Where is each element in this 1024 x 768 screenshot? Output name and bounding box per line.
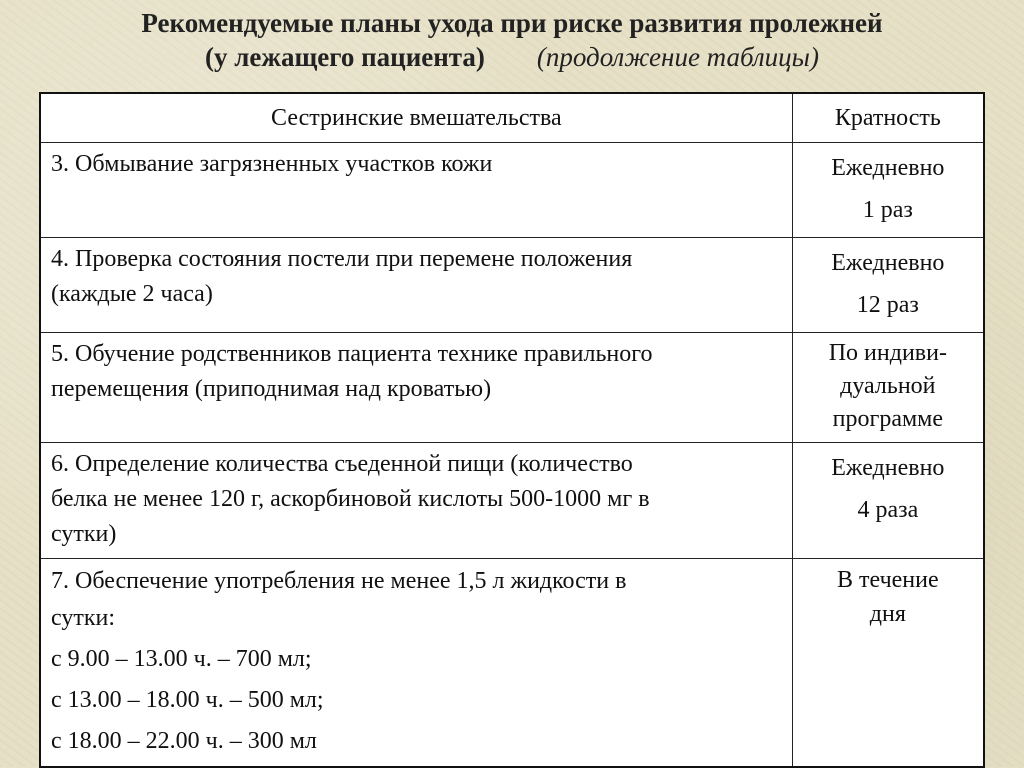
frequency-text: По индиви- bbox=[828, 340, 947, 366]
frequency-text: 1 раз bbox=[862, 197, 913, 223]
frequency-cell bbox=[792, 443, 984, 559]
slide-title bbox=[0, 6, 1024, 74]
column-header-interventions: Сестринские вмешательства bbox=[40, 93, 792, 143]
intervention-text: белка не менее 120 г, аскорбиновой кислоты 500-1000 мг в bbox=[51, 486, 650, 512]
intervention-text: 5. Обучение родственников пациента технике правильного bbox=[51, 341, 653, 367]
frequency-text: В течение bbox=[837, 567, 939, 593]
table-row bbox=[40, 143, 984, 238]
frequency-cell bbox=[792, 333, 984, 443]
intervention-cell bbox=[40, 559, 792, 768]
intervention-text: 3. Обмывание загрязненных участков кожи bbox=[51, 151, 493, 177]
frequency-text: дуальной bbox=[840, 373, 936, 399]
table-header-row bbox=[40, 93, 984, 143]
care-plan-table bbox=[39, 92, 985, 768]
schedule-text: с 13.00 – 18.00 ч. – 500 мл; bbox=[51, 687, 324, 713]
title-line-1: Рекомендуемые планы ухода при риске развития пролежней bbox=[141, 8, 883, 38]
frequency-cell bbox=[792, 238, 984, 333]
table-row bbox=[40, 333, 984, 443]
intervention-cell bbox=[40, 143, 792, 238]
schedule-text: с 9.00 – 13.00 ч. – 700 мл; bbox=[51, 646, 312, 672]
frequency-text: Ежедневно bbox=[831, 455, 945, 481]
title-line-2-text: (у лежащего пациента) bbox=[205, 42, 485, 72]
intervention-text: сутки) bbox=[51, 521, 117, 547]
intervention-text: сутки: bbox=[51, 605, 115, 631]
intervention-cell bbox=[40, 443, 792, 559]
intervention-text: перемещения (приподнимая над кроватью) bbox=[51, 376, 492, 402]
table-row bbox=[40, 443, 984, 559]
frequency-cell bbox=[792, 143, 984, 238]
table-row bbox=[40, 238, 984, 333]
title-line-2 bbox=[0, 40, 1024, 74]
intervention-text: 6. Определение количества съеденной пищи (количество bbox=[51, 451, 633, 477]
frequency-text: 12 раз bbox=[856, 292, 919, 318]
table-row bbox=[40, 559, 984, 768]
frequency-text: Ежедневно bbox=[831, 155, 945, 181]
table-continuation-note: (продолжение таблицы) bbox=[536, 42, 819, 72]
frequency-text: Ежедневно bbox=[831, 250, 945, 276]
frequency-text: 4 раза bbox=[857, 497, 919, 523]
column-header-frequency: Кратность bbox=[792, 93, 984, 143]
intervention-text: 7. Обеспечение употребления не менее 1,5 л жидкости в bbox=[51, 568, 627, 594]
frequency-text: программе bbox=[832, 406, 944, 432]
intervention-cell bbox=[40, 238, 792, 333]
intervention-cell bbox=[40, 333, 792, 443]
intervention-text: 4. Проверка состояния постели при перемене положения bbox=[51, 246, 633, 272]
frequency-cell bbox=[792, 559, 984, 768]
frequency-text: дня bbox=[869, 601, 906, 627]
schedule-text: с 18.00 – 22.00 ч. – 300 мл bbox=[51, 728, 317, 754]
intervention-text: (каждые 2 часа) bbox=[51, 281, 213, 307]
